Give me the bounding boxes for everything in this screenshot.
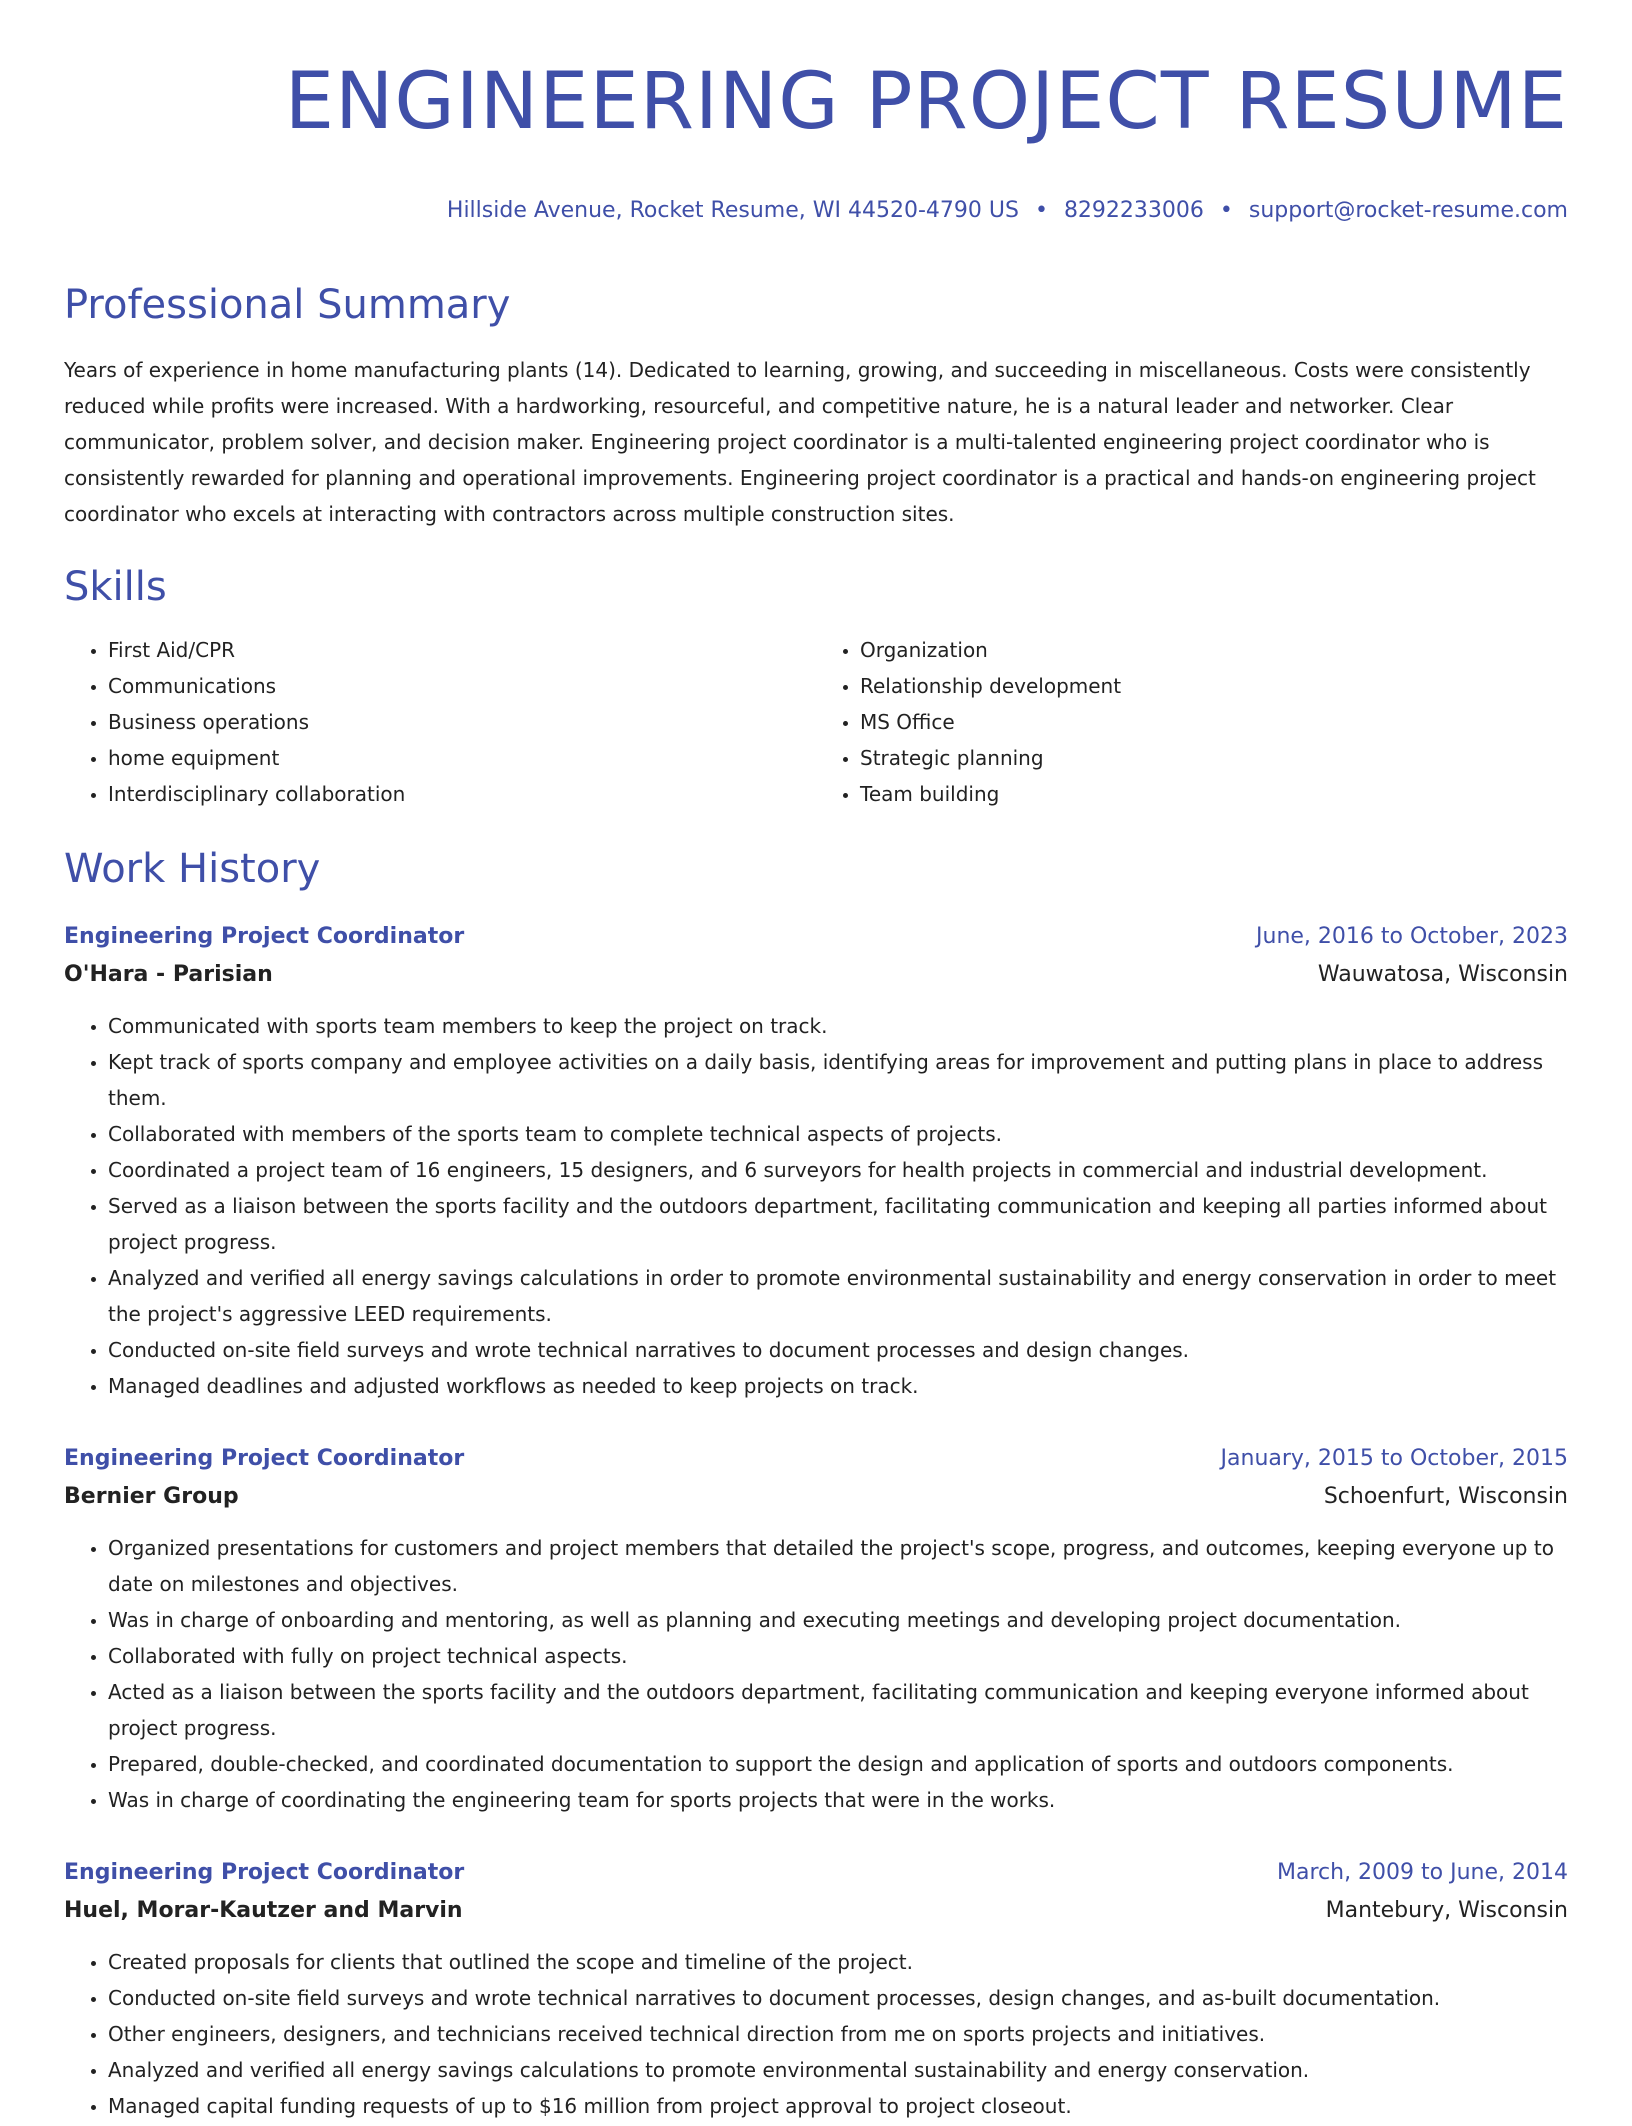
contact-address: Hillside Avenue, Rocket Resume, WI 44520-4790 US [446,198,1019,223]
job-company-row [64,1892,1568,1930]
summary-text: Years of experience in home manufacturing plants (14). Dedicated to learning, growing, and succeeding in miscellaneous. Costs were consistently reduced while profits were increased. With a hardworking, resourceful, and competitive nature, he is a natural leader and networker. Clear communicator, problem solver, and decision maker. Engineering project coordinator is a multi-talented engineering project coordinator who is consistently rewarded for planning and operational improvements. Engineering project coordinator is a practical and hands-on engineering project coordinator who excels at interacting with contractors across multiple construction sites. [64,358,1536,526]
job-company-row [64,1478,1568,1516]
duty-item: • Created proposals for clients that outlined the scope and timeline of the project. [108,1944,1568,1980]
resume-title: ENGINEERING PROJECT RESUME [284,57,1568,147]
skill-item: • home equipment [108,740,816,776]
skills-section [64,560,1568,812]
job-location: Mantebury, Wisconsin [1325,1898,1568,1923]
duty-item: • Analyzed and verified all energy savings calculations in order to promote environmental sustainability and energy conservation in order to meet the project's aggressive LEED requirements. [108,1260,1568,1332]
job-entry [64,1440,1568,1818]
skills-list-left [64,632,816,812]
job-title: Engineering Project Coordinator [64,924,465,949]
duty-item: • Was in charge of onboarding and mentoring, as well as planning and executing meetings and developing project documentation. [108,1602,1568,1638]
contact-separator: • [1034,198,1048,223]
skill-item: • Business operations [108,704,816,740]
duty-item: • Communicated with sports team members to keep the project on track. [108,1008,1568,1044]
job-location: Schoenfurt, Wisconsin [1323,1484,1568,1509]
skill-item: • Interdisciplinary collaboration [108,776,816,812]
job-entry [64,1854,1568,2124]
duty-item: • Collaborated with fully on project technical aspects. [108,1638,1568,1674]
contact-line [64,196,1568,226]
skill-item: • Team building [860,776,1568,812]
job-duties [64,1530,1568,1818]
skills-list-right [816,632,1568,812]
job-company-row [64,956,1568,994]
work-history-section [64,842,1568,2124]
duty-item: • Was in charge of coordinating the engineering team for sports projects that were in the works. [108,1782,1568,1818]
duty-item: • Prepared, double-checked, and coordinated documentation to support the design and application of sports and outdoors components. [108,1746,1568,1782]
duty-item: • Kept track of sports company and employee activities on a daily basis, identifying areas for improvement and putting plans in place to address them. [108,1044,1568,1116]
contact-separator: • [1219,198,1233,223]
duty-item: • Analyzed and verified all energy savings calculations to promote environmental sustainability and energy conservation. [108,2052,1568,2088]
job-location: Wauwatosa, Wisconsin [1317,962,1568,987]
skill-item: • Relationship development [860,668,1568,704]
job-title-row [64,1854,1568,1892]
duty-item: • Conducted on-site field surveys and wrote technical narratives to document processes, design changes, and as-built documentation. [108,1980,1568,2016]
duty-item: • Other engineers, designers, and technicians received technical direction from me on sports projects and initiatives. [108,2016,1568,2052]
duty-item: • Organized presentations for customers and project members that detailed the project's scope, progress, and outcomes, keeping everyone up to date on milestones and objectives. [108,1530,1568,1602]
job-company: Bernier Group [64,1484,239,1509]
skill-item: • Communications [108,668,816,704]
skills-heading: Skills [64,564,167,610]
duty-item: • Coordinated a project team of 16 engineers, 15 designers, and 6 surveyors for health projects in commercial and industrial development. [108,1152,1568,1188]
job-company: Huel, Morar-Kautzer and Marvin [64,1898,463,1923]
job-company: O'Hara - Parisian [64,962,273,987]
job-title-row [64,1440,1568,1478]
skills-columns [64,632,1568,812]
contact-email[interactable]: support@rocket-resume.com [1248,198,1568,223]
skill-item: • First Aid/CPR [108,632,816,668]
skill-item: • MS Office [860,704,1568,740]
skill-item: • Strategic planning [860,740,1568,776]
resume-header [64,52,1568,226]
job-duties [64,1008,1568,1404]
contact-phone: 8292233006 [1063,198,1204,223]
skill-item: • Organization [860,632,1568,668]
summary-heading: Professional Summary [64,282,511,328]
duty-item: • Managed capital funding requests of up to $16 million from project approval to project closeout. [108,2088,1568,2124]
duty-item: • Managed deadlines and adjusted workflows as needed to keep projects on track. [108,1368,1568,1404]
duty-item: • Acted as a liaison between the sports facility and the outdoors department, facilitating communication and keeping everyone informed about project progress. [108,1674,1568,1746]
duty-item: • Served as a liaison between the sports facility and the outdoors department, facilitating communication and keeping all parties informed about project progress. [108,1188,1568,1260]
job-entry [64,918,1568,1404]
work-history-heading: Work History [64,846,321,892]
job-dates: January, 2015 to October, 2015 [1220,1446,1568,1471]
job-title-row [64,918,1568,956]
summary-section [64,278,1568,532]
job-duties [64,1944,1568,2124]
job-title: Engineering Project Coordinator [64,1860,465,1885]
job-dates: June, 2016 to October, 2023 [1256,924,1568,949]
duty-item: • Conducted on-site field surveys and wrote technical narratives to document processes and design changes. [108,1332,1568,1368]
job-dates: March, 2009 to June, 2014 [1277,1860,1568,1885]
duty-item: • Collaborated with members of the sports team to complete technical aspects of projects. [108,1116,1568,1152]
job-title: Engineering Project Coordinator [64,1446,465,1471]
